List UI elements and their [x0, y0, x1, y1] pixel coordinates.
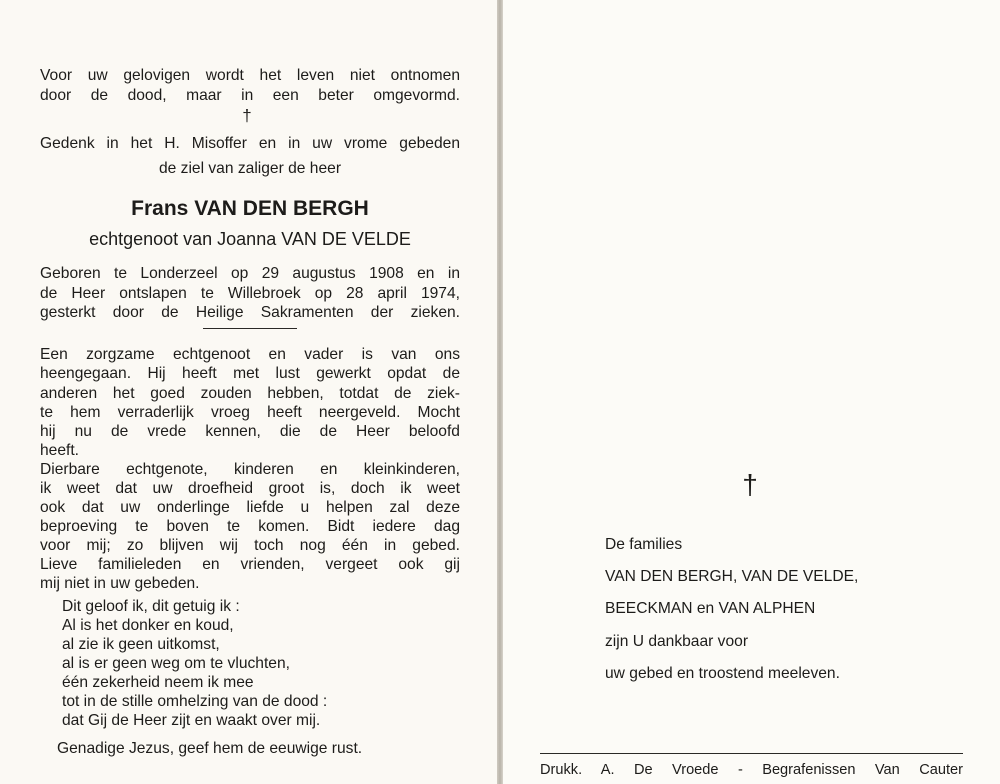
birth-death-line: Geboren te Londerzeel op 29 augustus 1908 en in — [40, 265, 460, 282]
birth-death-line: de Heer ontslapen te Willebroek op 28 april 1974, — [40, 285, 460, 302]
poem-line: Dit geloof ik, dit getuig ik : — [62, 598, 240, 615]
body-line: Lieve familieleden en vrienden, vergeet ook gij — [40, 556, 460, 573]
body-line: heengegaan. Hij heeft met lust gewerkt opdat de — [40, 365, 460, 382]
body-line: Dierbare echtgenote, kinderen en kleinkinderen, — [40, 461, 460, 478]
body-line: anderen het goed zouden hebben, totdat de ziek- — [40, 385, 460, 402]
body-line: voor mij; zo blijven wij toch nog één in gebed. — [40, 537, 460, 554]
thanks-line-1: zijn U dankbaar voor — [605, 633, 749, 650]
right-card-page — [503, 0, 1000, 784]
body-line: ik weet dat uw droefheid groot is, doch ik weet — [40, 480, 460, 497]
body-line: Een zorgzame echtgenoot en vader is van ons — [40, 346, 460, 363]
intro-line-2: door de dood, maar in een beter omgevormd. — [40, 87, 460, 104]
poem-line: één zekerheid neem ik mee — [62, 674, 254, 691]
body-line: heeft. — [40, 442, 80, 459]
printer-credit: Drukk. A. De Vroede - Begrafenissen Van Cauter — [540, 762, 963, 778]
body-line: ook dat uw onderlinge liefde u helpen zal deze — [40, 499, 460, 516]
footer-rule — [540, 753, 963, 754]
left-card-page — [0, 0, 497, 784]
body-line: mij niet in uw gebeden. — [40, 575, 200, 592]
deceased-name: Frans VAN DEN BERGH — [131, 197, 369, 220]
cross-icon: † — [742, 469, 758, 500]
poem-line: al zie ik geen uitkomst, — [62, 636, 220, 653]
poem-line: al is er geen weg om te vluchten, — [62, 655, 290, 672]
body-line: te hem verraderlijk vroeg heeft neergeveld. Mocht — [40, 404, 460, 421]
families-intro: De families — [605, 536, 683, 553]
poem-line: tot in de stille omhelzing van de dood : — [62, 693, 328, 710]
divider-rule — [203, 328, 297, 329]
birth-death-line: gesterkt door de Heilige Sakramenten der zieken. — [40, 304, 460, 321]
remember-line-1: Gedenk in het H. Misoffer en in uw vrome gebeden — [40, 135, 460, 152]
cross-icon: † — [242, 106, 252, 125]
body-line: beproeving te boven te komen. Bidt iedere dag — [40, 518, 460, 535]
families-line-2: BEECKMAN en VAN ALPHEN — [605, 600, 816, 617]
thanks-line-2: uw gebed en troostend meeleven. — [605, 665, 840, 682]
body-line: hij nu de vrede kennen, die de Heer beloofd — [40, 423, 460, 440]
intro-line-1: Voor uw gelovigen wordt het leven niet ontnomen — [40, 67, 460, 84]
poem-line: Al is het donker en koud, — [62, 617, 234, 634]
remember-line-2: de ziel van zaliger de heer — [158, 160, 342, 177]
families-line-1: VAN DEN BERGH, VAN DE VELDE, — [605, 568, 859, 585]
spouse-line: echtgenoot van Joanna VAN DE VELDE — [89, 229, 411, 249]
closing-prayer: Genadige Jezus, geef hem de eeuwige rust. — [57, 740, 363, 757]
poem-line: dat Gij de Heer zijt en waakt over mij. — [62, 712, 321, 729]
